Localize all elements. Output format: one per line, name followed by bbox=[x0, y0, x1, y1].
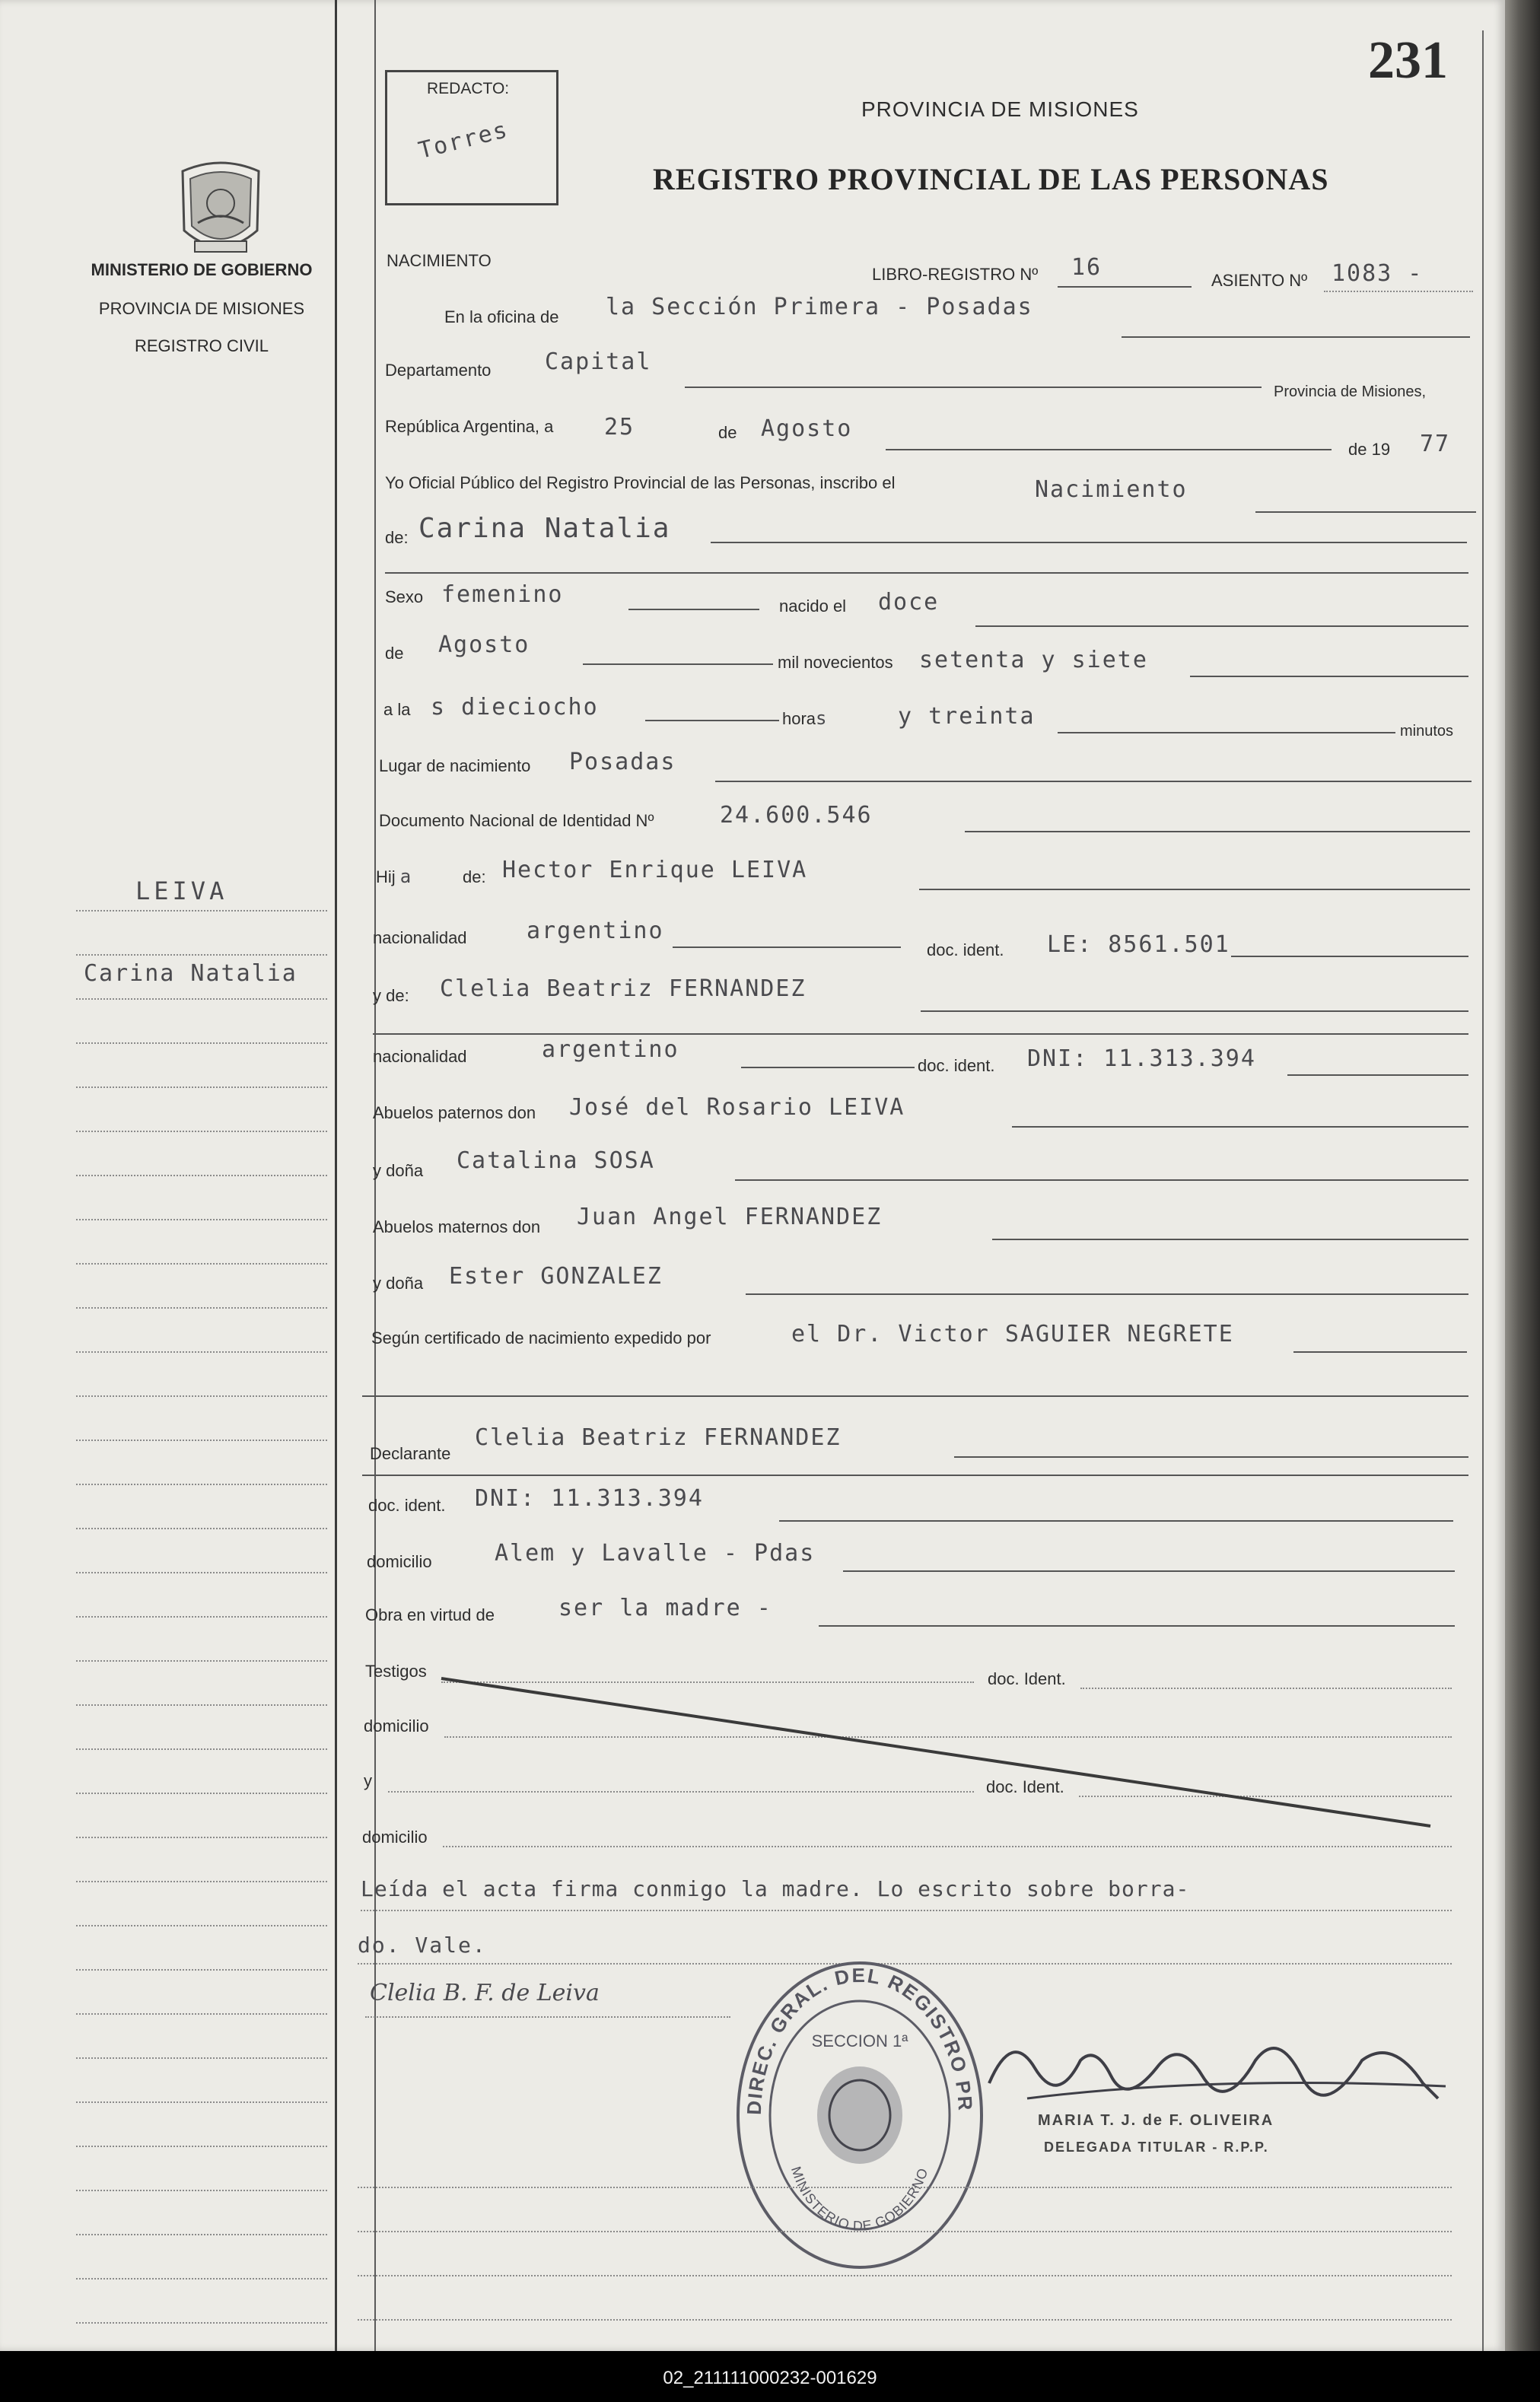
test-dom2-label: domicilio bbox=[362, 1828, 428, 1847]
y-de-label: y de: bbox=[373, 986, 409, 1005]
testigos-label: Testigos bbox=[365, 1662, 427, 1681]
decl-doc-label: doc. ident. bbox=[368, 1496, 446, 1515]
form-ruled-line bbox=[358, 2187, 1452, 2188]
margin-ruled-line bbox=[76, 2013, 327, 2015]
ministry-office: REGISTRO CIVIL bbox=[134, 336, 269, 355]
margin-ruled-line bbox=[76, 910, 327, 911]
stamp-inner-text: SECCION 1ª bbox=[811, 2031, 908, 2050]
ministry-name: MINISTERIO DE GOBIERNO bbox=[91, 260, 313, 279]
doc-madre-label: doc. ident. bbox=[918, 1056, 995, 1075]
left-margin-line bbox=[335, 0, 337, 2351]
form-ruled-line bbox=[358, 2319, 1452, 2321]
oficial-text: Yo Oficial Público del Registro Provincial de las Personas, inscribo el bbox=[385, 473, 896, 492]
margin-ruled-line bbox=[76, 1219, 327, 1220]
y-value: y treinta bbox=[898, 703, 1036, 730]
margin-ruled-line bbox=[76, 1528, 327, 1529]
lugar-value: Posadas bbox=[569, 749, 676, 775]
stamp-bottom-text: MINISTERIO DE GOBIERNO bbox=[788, 2165, 931, 2234]
departamento-label: Departamento bbox=[385, 361, 492, 380]
abuelo-mat-value: Juan Angel FERNANDEZ bbox=[577, 1204, 883, 1230]
horas-label bbox=[782, 708, 829, 729]
declarante-value: Clelia Beatriz FERNANDEZ bbox=[475, 1424, 842, 1451]
certificado-value: el Dr. Victor SAGUIER NEGRETE bbox=[791, 1321, 1234, 1347]
de-nombre-label: de: bbox=[385, 528, 409, 547]
test-y-label: y bbox=[364, 1771, 372, 1790]
margin-ruled-line bbox=[76, 1351, 327, 1353]
obra-value: ser la madre - bbox=[558, 1595, 772, 1621]
padre-value: Hector Enrique LEIVA bbox=[502, 857, 808, 883]
oficina-label: En la oficina de bbox=[444, 307, 559, 326]
margin-ruled-line bbox=[76, 1660, 327, 1662]
de-anio-label: de 19 bbox=[1348, 440, 1391, 459]
hijo-label bbox=[376, 866, 412, 887]
anio-nac-value: setenta y siete bbox=[919, 647, 1148, 673]
ministry-block bbox=[76, 251, 327, 364]
header-registry: REGISTRO PROVINCIAL DE LAS PERSONAS bbox=[653, 162, 1329, 196]
sexo-label: Sexo bbox=[385, 587, 424, 606]
margin-ruled-line bbox=[76, 1881, 327, 1882]
note-line-1: Leída el acta firma conmigo la madre. Lo escrito sobre borra- bbox=[361, 1876, 1190, 1901]
coat-of-arms-seal bbox=[167, 156, 274, 266]
y-dona-mat-label: y doña bbox=[373, 1274, 424, 1293]
mes-nac-value: Agosto bbox=[438, 632, 530, 658]
redacto-value: Torres bbox=[415, 116, 511, 165]
margin-ruled-line bbox=[76, 1440, 327, 1441]
test-doc2-label: doc. Ident. bbox=[986, 1777, 1064, 1796]
margin-ruled-line bbox=[76, 954, 327, 956]
margin-ruled-line bbox=[76, 1175, 327, 1176]
test-dom-label: domicilio bbox=[364, 1716, 429, 1735]
anio-value: 77 bbox=[1420, 431, 1451, 457]
header-province: PROVINCIA DE MISIONES bbox=[861, 97, 1139, 121]
hijo-de-label: de: bbox=[463, 867, 486, 886]
abuelo-pat-value: José del Rosario LEIVA bbox=[569, 1094, 905, 1121]
margin-ruled-line bbox=[76, 2101, 327, 2103]
nacido-label: nacido el bbox=[779, 597, 847, 616]
margin-ruled-line bbox=[76, 2057, 327, 2059]
official-title: DELEGADA TITULAR - R.P.P. bbox=[1044, 2140, 1269, 2155]
abuela-mat-value: Ester GONZALEZ bbox=[449, 1263, 663, 1290]
declarante-label: Declarante bbox=[370, 1444, 451, 1463]
de-label: de bbox=[718, 423, 737, 442]
margin-surname: LEIVA bbox=[135, 876, 228, 905]
provincia-suffix: Provincia de Misiones, bbox=[1274, 383, 1427, 400]
nac-madre-label: nacionalidad bbox=[373, 1047, 467, 1066]
margin-ruled-line bbox=[76, 1572, 327, 1573]
mes-value: Agosto bbox=[761, 415, 853, 442]
test-doc-label: doc. Ident. bbox=[988, 1669, 1066, 1688]
ministry-province: PROVINCIA DE MISIONES bbox=[98, 299, 305, 318]
record-type: NACIMIENTO bbox=[387, 251, 492, 270]
margin-ruled-line bbox=[76, 1925, 327, 1926]
abuelos-mat-label: Abuelos maternos don bbox=[373, 1217, 541, 1236]
abuelos-pat-label: Abuelos paternos don bbox=[373, 1103, 536, 1122]
margin-ruled-line bbox=[76, 1086, 327, 1088]
dia-value: 25 bbox=[604, 414, 635, 441]
redacto-box bbox=[385, 70, 558, 205]
hijo-suffix: a bbox=[399, 866, 413, 887]
ala-label: a la bbox=[383, 700, 411, 719]
book-page-edge bbox=[1505, 0, 1540, 2351]
margin-ruled-line bbox=[76, 2322, 327, 2324]
dni-value: 24.600.546 bbox=[720, 802, 873, 829]
margin-ruled-line bbox=[76, 1263, 327, 1265]
right-border-line bbox=[1482, 30, 1484, 2351]
horas-label-text: hora bbox=[782, 709, 816, 728]
svg-text:MINISTERIO DE GOBIERNO bbox=[788, 2165, 931, 2234]
nacido-value: doce bbox=[878, 589, 940, 616]
lugar-label: Lugar de nacimiento bbox=[379, 756, 531, 775]
margin-ruled-line bbox=[76, 2278, 327, 2280]
domicilio-value: Alem y Lavalle - Pdas bbox=[495, 1540, 816, 1567]
nac-padre-value: argentino bbox=[527, 918, 664, 944]
margin-ruled-line bbox=[76, 1131, 327, 1132]
margin-ruled-line bbox=[76, 2190, 327, 2191]
certificado-label: Según certificado de nacimiento expedido por bbox=[371, 1328, 711, 1347]
margin-ruled-line bbox=[76, 1793, 327, 1794]
margin-ruled-line bbox=[76, 1484, 327, 1485]
form-ruled-line bbox=[358, 2231, 1452, 2232]
nac-padre-label: nacionalidad bbox=[373, 928, 467, 947]
asiento-value: 1083 - bbox=[1332, 260, 1424, 287]
hijo-label-text: Hij bbox=[376, 867, 396, 886]
note-line-2: do. Vale. bbox=[358, 1933, 487, 1958]
margin-ruled-line bbox=[76, 1748, 327, 1750]
official-signature bbox=[982, 2015, 1453, 2125]
nac-madre-value: argentino bbox=[542, 1036, 679, 1063]
margin-ruled-line bbox=[76, 998, 327, 1000]
departamento-value: Capital bbox=[545, 348, 652, 375]
y-dona-pat-label: y doña bbox=[373, 1161, 424, 1180]
minutos-label: minutos bbox=[1400, 723, 1454, 740]
declarant-signature: Clelia B. F. de Leiva bbox=[370, 1980, 600, 2006]
margin-ruled-line bbox=[76, 1395, 327, 1397]
domicilio-label: domicilio bbox=[367, 1552, 432, 1571]
madre-value: Clelia Beatriz FERNANDEZ bbox=[440, 975, 807, 1002]
asiento-label: ASIENTO Nº bbox=[1211, 271, 1308, 290]
doc-padre-label: doc. ident. bbox=[927, 940, 1004, 959]
margin-ruled-line bbox=[76, 1042, 327, 1044]
republica-label: República Argentina, a bbox=[385, 417, 554, 436]
horas-suffix: s bbox=[816, 708, 829, 729]
form-ruled-line bbox=[358, 2275, 1452, 2276]
margin-ruled-line bbox=[76, 1969, 327, 1971]
acto-value: Nacimiento bbox=[1035, 476, 1188, 503]
dni-label: Documento Nacional de Identidad Nº bbox=[379, 811, 654, 830]
margin-given-names: Carina Natalia bbox=[84, 960, 298, 987]
witness-cancel-line bbox=[426, 1659, 1446, 1841]
abuela-pat-value: Catalina SOSA bbox=[457, 1147, 655, 1174]
oficina-value: la Sección Primera - Posadas bbox=[606, 294, 1033, 320]
obra-label: Obra en virtud de bbox=[365, 1605, 495, 1624]
margin-ruled-line bbox=[76, 1837, 327, 1838]
doc-padre-value: LE: 8561.501 bbox=[1047, 931, 1230, 958]
nombre-value: Carina Natalia bbox=[418, 513, 671, 544]
margin-ruled-line bbox=[76, 1616, 327, 1618]
official-name: MARIA T. J. de F. OLIVEIRA bbox=[1038, 2112, 1274, 2129]
page-number: 231 bbox=[1368, 31, 1448, 90]
stamp-outer-text: DIREC. GRAL. DEL REGISTRO PR bbox=[742, 1963, 978, 2116]
libro-label: LIBRO-REGISTRO Nº bbox=[872, 265, 1039, 284]
doc-madre-value: DNI: 11.313.394 bbox=[1027, 1045, 1256, 1072]
sexo-value: femenino bbox=[441, 581, 564, 608]
margin-ruled-line bbox=[76, 1307, 327, 1309]
mil-label: mil novecientos bbox=[778, 653, 893, 672]
hora-value: s dieciocho bbox=[431, 694, 599, 721]
de-mes-label: de bbox=[385, 644, 404, 663]
margin-ruled-line bbox=[76, 2234, 327, 2235]
file-label: 02_211111000232-001629 bbox=[663, 2368, 877, 2388]
decl-doc-value: DNI: 11.313.394 bbox=[475, 1485, 704, 1512]
libro-value: 16 bbox=[1071, 254, 1102, 281]
margin-ruled-line bbox=[76, 1704, 327, 1706]
margin-ruled-line bbox=[76, 2146, 327, 2147]
redacto-label: REDACTO: bbox=[427, 80, 510, 97]
